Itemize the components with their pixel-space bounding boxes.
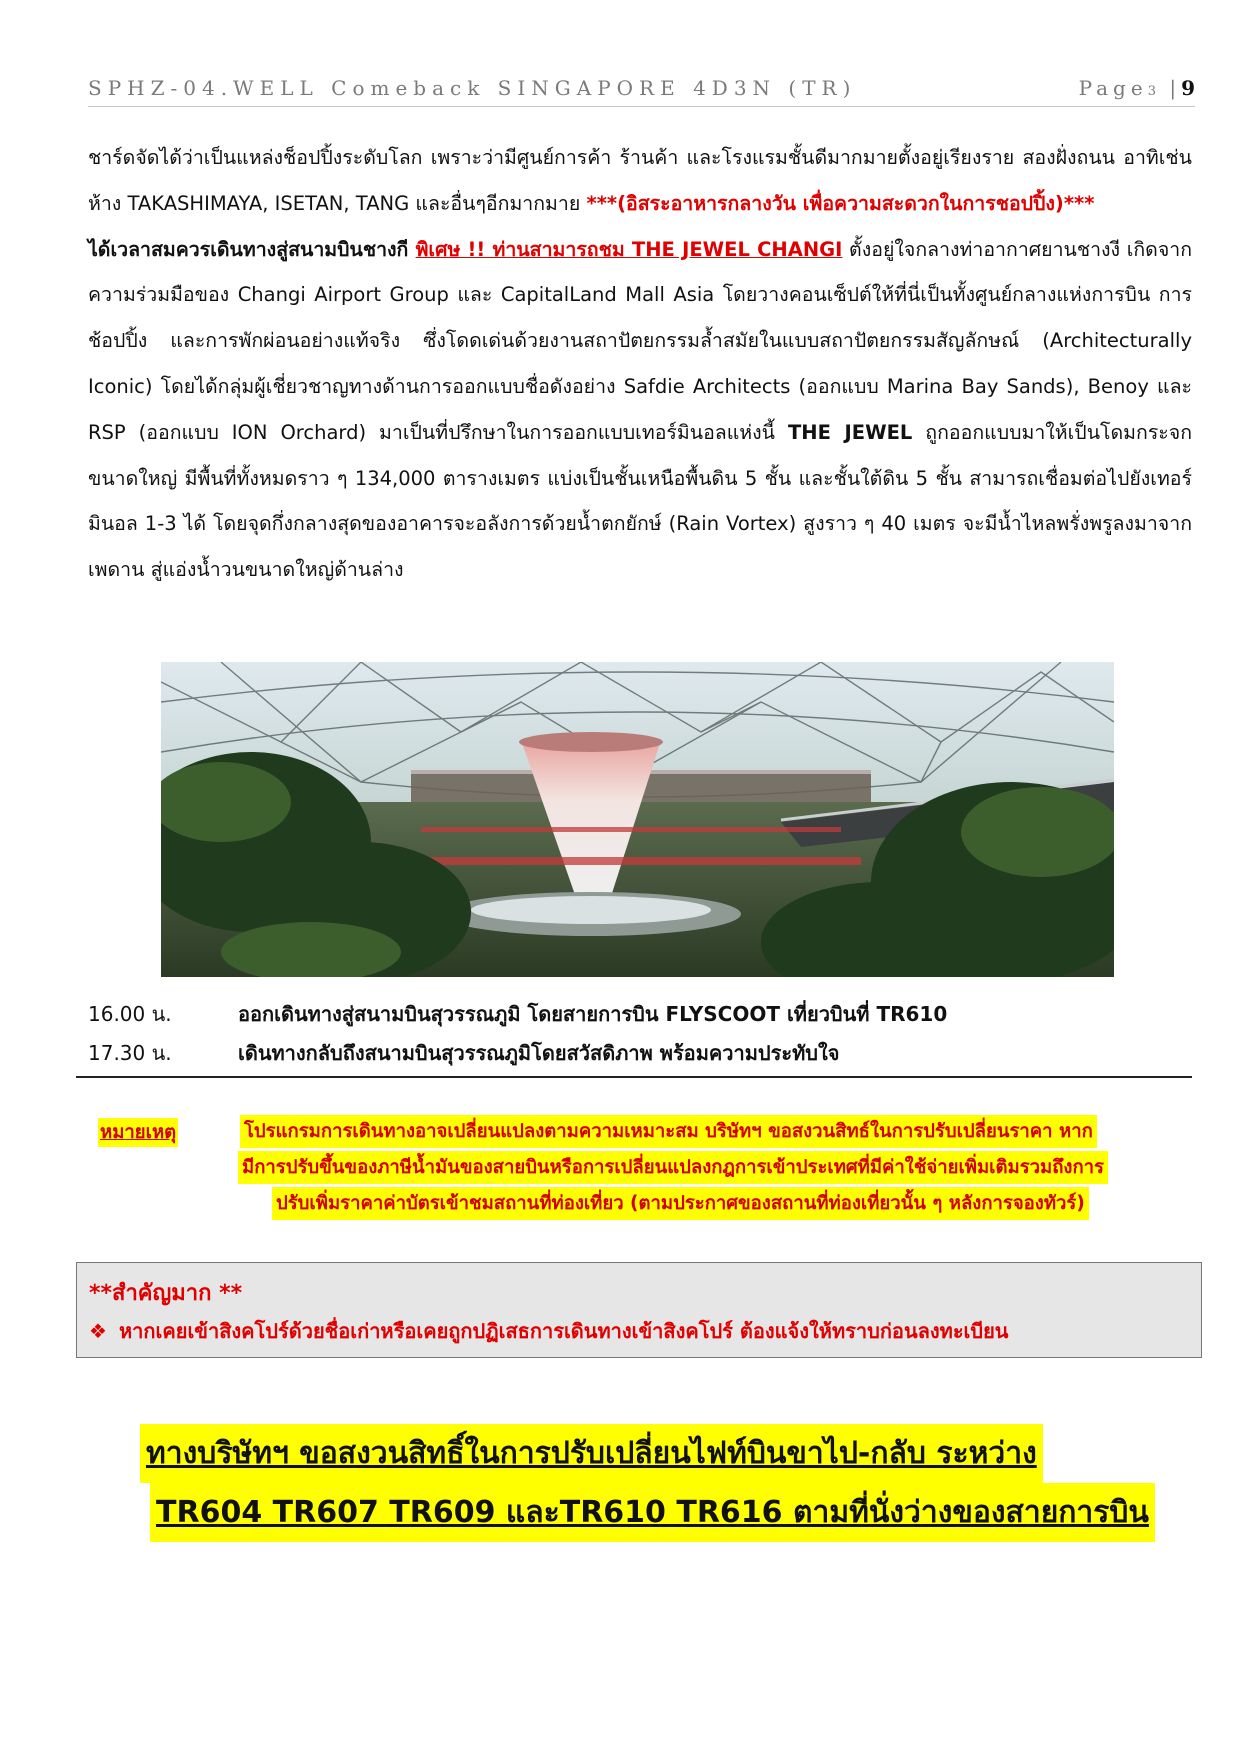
jewel-special: พิเศษ !! ท่านสามารถชม THE JEWEL CHANGI <box>415 237 843 261</box>
jewel-lead: ได้เวลาสมควรเดินทางสู่สนามบินชางกี <box>88 237 416 261</box>
lunch-highlight: ***(อิสระอาหารกลางวัน เพื่อความสะดวกในการชอปปิ้ง)*** <box>586 191 1095 215</box>
page-separator: | <box>1169 76 1182 100</box>
intro-paragraph <box>88 135 1192 227</box>
important-text: หากเคยเข้าสิงคโปร์ด้วยชื่อเก่าหรือเคยถูกปฏิเสธการเดินทางเข้าสิงคโปร์ ต้องแจ้งให้ทราบก่อนลงทะเบียน <box>119 1319 1009 1343</box>
page-prefix: Page <box>1078 76 1148 100</box>
document-title: SPHZ-04.WELL Comeback SINGAPORE 4D3N (TR) <box>88 76 857 100</box>
note-line: โปรแกรมการเดินทางอาจเปลี่ยนแปลงตามความเหมาะสม บริษัทฯ ขอสงวนสิทธ์ในการปรับเปลี่ยนราคา หาก <box>240 1115 1097 1148</box>
page-header <box>88 76 1195 107</box>
jewel-text-2: ถูกออกแบบมาให้เป็นโดมกระจกขนาดใหญ่ มีพื้นที่ทั้งหมดราว ๆ 134,000 ตารางเมตร แบ่งเป็นชั้นเหนือพื้นดิน 5 ชั้น และชั้นใต้ดิน 5 ชั้น สามารถเชื่อมต่อไปยังเทอร์มินอล 1-3 ได้ โดยจุดกึ่งกลางสุดของอาคารจะอลังการด้วยน้ำตกยักษ์ (Rain Vortex) สูงราว ๆ 40 เมตร จะมีน้ำไหลพรั่งพรูลงมาจากเพดาน สู่แอ่งน้ำวนขนาดใหญ่ด้านล่าง <box>88 420 1192 582</box>
important-item <box>89 1315 1008 1347</box>
body-text <box>88 135 1192 593</box>
flight-change-banner-line-2: TR604 TR607 TR609 และTR610 TR616 ตามที่นั่งว่างของสายการบิน <box>150 1483 1155 1542</box>
note-line: มีการปรับขึ้นของภาษีน้ำมันของสายบินหรือการเปลี่ยนแปลงกฎการเข้าประเทศที่มีค่าใช้จ่ายเพิ่มเติมรวมถึงการ <box>238 1151 1108 1184</box>
photo-illustration <box>161 662 1114 977</box>
important-title: **สำคัญมาก ** <box>89 1281 243 1306</box>
schedule-desc: เดินทางกลับถึงสนามบินสุวรรณภูมิโดยสวัสดิภาพ พร้อมความประทับใจ <box>238 1041 840 1065</box>
jewel-rain-vortex-photo <box>161 662 1114 977</box>
important-box <box>76 1262 1202 1358</box>
page-indicator <box>1079 76 1195 100</box>
page-number: 9 <box>1181 76 1195 100</box>
jewel-paragraph <box>88 227 1192 593</box>
jewel-name: THE JEWEL <box>787 420 913 444</box>
schedule-time: 16.00 น. <box>88 1002 172 1026</box>
jewel-text-1: ตั้งอยู่ใจกลางท่าอากาศยานชางงี เกิดจากความร่วมมือของ Changi Airport Group และ CapitalLand Mall Asia โดยวางคอนเซ็ปต์ให้ที่นี่เป็นทั้งศูนย์กลางแห่งการบิน การช้อปปิ้ง และการพักผ่อนอย่างแท้จริง ซึ่งโดดเด่นด้วยงานสถาปัตยกรรมล้ำสมัยในแบบสถาปัตยกรรมสัญลักษณ์ (Architecturally Iconic) โดยได้กลุ่มผู้เชี่ยวชาญทางด้านการออกแบบชื่อดังอย่าง Safdie Architects (ออกแบบ Marina Bay Sands), Benoy และ RSP (ออกแบบ ION Orchard) มาเป็นที่ปรึกษาในการออกแบบเทอร์มินอลแห่งนี้ <box>88 237 1193 444</box>
page-sub: 3 <box>1147 84 1158 99</box>
schedule-time: 17.30 น. <box>88 1041 172 1065</box>
note-label: หมายเหตุ <box>98 1118 178 1147</box>
section-divider <box>76 1076 1192 1078</box>
schedule-desc: ออกเดินทางสู่สนามบินสุวรรณภูมิ โดยสายการบิน FLYSCOOT เที่ยวบินที่ TR610 <box>238 1002 948 1026</box>
flight-change-banner-line-1: ทางบริษัทฯ ขอสงวนสิทธิ์ในการปรับเปลี่ยนไฟท์บินขาไป-กลับ ระหว่าง <box>140 1424 1043 1483</box>
intro-text: ชาร์ดจัดได้ว่าเป็นแหล่งช็อปปิ้งระดับโลก เพราะว่ามีศูนย์การค้า ร้านค้า และโรงแรมชั้นดีมากมายตั้งอยู่เรียงราย สองฝั่งถนน อาทิเช่น ห้าง TAKASHIMAYA, ISETAN, TANG และอื่นๆอีกมากมาย <box>88 146 1192 215</box>
diamond-bullet-icon: ❖ <box>89 1319 107 1343</box>
note-line: ปรับเพิ่มราคาค่าบัตรเข้าชมสถานที่ท่องเที่ยว (ตามประกาศของสถานที่ท่องเที่ยวนั้น ๆ หลังการจองทัวร์) <box>272 1187 1089 1220</box>
